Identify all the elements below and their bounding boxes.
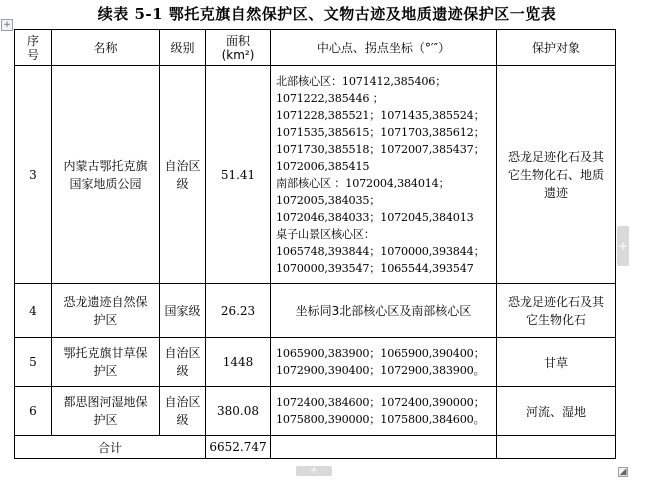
row-level: 国家级 xyxy=(160,284,206,338)
table-title: 续表 5-1 鄂托克旗自然保护区、文物古迹及地质遗迹保护区一览表 xyxy=(97,5,557,23)
coord-line: 1071535,385615；1071703,385612； xyxy=(276,125,485,139)
coord-line: 1065900,383900；1065900,390400； xyxy=(276,347,485,360)
row-target: 恐龙足迹化石及其它生物化石、地质遗迹 xyxy=(497,66,616,284)
coord-line: 1072400,384600；1072400,390000； xyxy=(276,396,485,409)
header-index: 序 号 xyxy=(15,30,52,66)
row-area: 51.41 xyxy=(206,66,271,284)
total-row xyxy=(15,436,616,459)
row-level: 自治区级 xyxy=(160,66,206,284)
table-row xyxy=(15,338,616,387)
row-coords xyxy=(271,387,497,436)
header-row xyxy=(15,30,616,66)
row-index: 3 xyxy=(15,66,52,284)
total-area: 6652.747 xyxy=(206,436,271,459)
row-coords: 坐标同3北部核心区及南部核心区 xyxy=(271,284,497,338)
coord-line: 1071730,385518；1072007,385437； xyxy=(276,142,485,156)
coord-line: 南部核心区 ：1072004,384014； xyxy=(276,176,450,190)
row-level: 自治区级 xyxy=(160,387,206,436)
header-area-unit: (km²) xyxy=(221,47,255,62)
coord-line: 1065748,393844；1070000,393844； xyxy=(276,244,485,258)
row-index: 4 xyxy=(15,284,52,338)
coord-line: 1070000,393547；1065544,393547 xyxy=(276,261,474,275)
row-level: 自治区级 xyxy=(160,338,206,387)
header-level: 级别 xyxy=(160,30,206,66)
total-label: 合计 xyxy=(15,436,206,459)
row-target: 恐龙足迹化石及其它生物化石 xyxy=(497,284,616,338)
header-coords: 中心点、拐点坐标（°′″） xyxy=(271,30,497,66)
row-name: 都思图河湿地保护区 xyxy=(52,387,160,436)
header-area xyxy=(206,30,271,66)
header-name: 名称 xyxy=(52,30,160,66)
add-row-bottom-plus-icon[interactable]: + xyxy=(296,466,332,476)
row-target: 河流、湿地 xyxy=(497,387,616,436)
table-row xyxy=(15,66,616,284)
row-area: 26.23 xyxy=(206,284,271,338)
add-row-plus-icon[interactable]: + xyxy=(1,19,13,31)
protection-area-table xyxy=(14,29,616,459)
row-index: 6 xyxy=(15,387,52,436)
coord-line: 1072900,390400；1072900,383900。 xyxy=(276,364,485,377)
table-row xyxy=(15,387,616,436)
total-coords-empty xyxy=(271,436,497,459)
header-area-label: 面积 xyxy=(225,33,250,48)
row-coords xyxy=(271,338,497,387)
header-target: 保护对象 xyxy=(497,30,616,66)
coord-line: 桌子山景区核心区： xyxy=(276,227,375,241)
row-area: 1448 xyxy=(206,338,271,387)
table-row xyxy=(15,284,616,338)
add-column-plus-icon[interactable]: + xyxy=(617,226,629,266)
row-name: 内蒙古鄂托克旗国家地质公园 xyxy=(52,66,160,284)
coord-line: 1072006,385415 xyxy=(276,159,370,173)
row-target: 甘草 xyxy=(497,338,616,387)
row-area: 380.08 xyxy=(206,387,271,436)
coord-line: 1075800,390000；1075800,384600。 xyxy=(276,413,485,426)
coord-line: 1071222,385446 ； xyxy=(276,91,384,105)
row-index: 5 xyxy=(15,338,52,387)
coord-line: 北部核心区：1071412,385406； xyxy=(276,74,447,88)
resize-icon[interactable]: ◢ xyxy=(619,467,627,477)
row-coords xyxy=(271,66,497,284)
coord-line: 1072046,384033；1072045,384013 xyxy=(276,210,474,224)
row-name: 恐龙遗迹自然保护区 xyxy=(52,284,160,338)
row-name: 鄂托克旗甘草保护区 xyxy=(52,338,160,387)
coord-line: 1072005,384035； xyxy=(276,193,381,207)
coord-line: 1071228,385521；1071435,385524； xyxy=(276,108,485,122)
total-target-empty xyxy=(497,436,616,459)
